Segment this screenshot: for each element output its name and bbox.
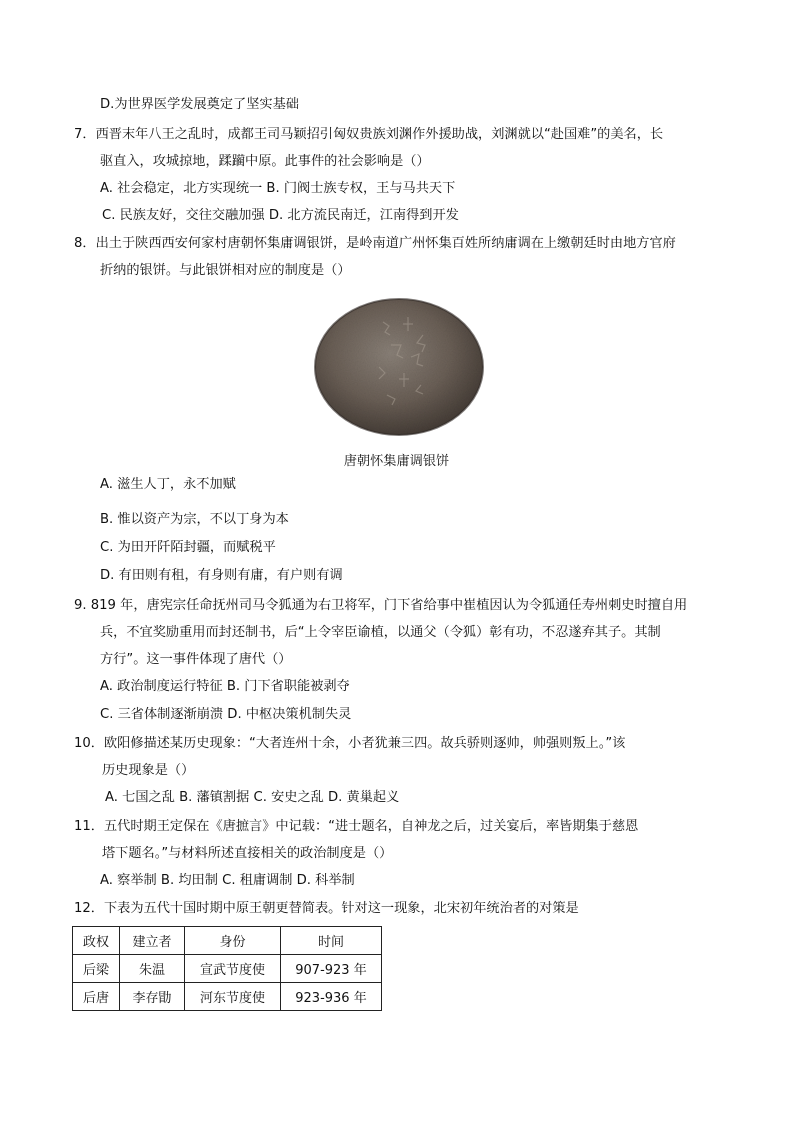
table-row bbox=[73, 983, 382, 1011]
table-cell: 宣武节度使 bbox=[185, 955, 281, 983]
q11-options: A. 察举制 B. 均田制 C. 租庸调制 D. 科举制 bbox=[100, 873, 355, 888]
q9-options-cd: C. 三省体制逐渐崩溃 D. 中枢决策机制失灵 bbox=[100, 707, 352, 722]
table-cell: 907-923 年 bbox=[281, 955, 382, 983]
q7-stem-line-1: 7．西晋末年八王之乱时，成都王司马颖招引匈奴贵族刘渊作外援助战，刘渊就以“赴国难”的美名，长 bbox=[74, 127, 664, 142]
table-header-cell: 政权 bbox=[73, 927, 120, 955]
q8-option-c: C. 为田开阡陌封疆，而赋税平 bbox=[100, 540, 276, 555]
table-cell: 923-936 年 bbox=[281, 983, 382, 1011]
q10-options: A. 七国之乱 B. 藩镇割据 C. 安史之乱 D. 黄巢起义 bbox=[105, 790, 400, 805]
q8-stem-line-2: 折纳的银饼。与此银饼相对应的制度是（） bbox=[100, 263, 351, 278]
table-cell: 后梁 bbox=[73, 955, 120, 983]
q11-stem-line-1: 11．五代时期王定保在《唐摭言》中记载：“进士题名，自神龙之后，过关宴后，率皆期集于慈恩 bbox=[74, 819, 639, 834]
q7-options-cd: C. 民族友好，交往交融加强 D. 北方流民南迁，江南得到开发 bbox=[102, 208, 459, 223]
table-row bbox=[73, 955, 382, 983]
q9-stem-line-1: 9. 819 年，唐宪宗任命抚州司马令狐通为右卫将军，门下省给事中崔植因认为令狐通任寿州刺史时擅自用 bbox=[74, 598, 688, 613]
table-cell: 朱温 bbox=[120, 955, 185, 983]
table-header-cell: 建立者 bbox=[120, 927, 185, 955]
q8-option-a: A. 滋生人丁，永不加赋 bbox=[100, 477, 236, 492]
q11-stem-line-2: 塔下题名。”与材料所述直接相关的政治制度是（） bbox=[102, 846, 393, 861]
q6-option-d: D.为世界医学发展奠定了坚实基础 bbox=[100, 97, 299, 112]
q8-option-b: B. 惟以资产为宗，不以丁身为本 bbox=[100, 512, 289, 527]
table-cell: 后唐 bbox=[73, 983, 120, 1011]
q12-stem: 12．下表为五代十国时期中原王朝更替简表。针对这一现象，北宋初年统治者的对策是 bbox=[74, 901, 579, 916]
silver-cake-caption: 唐朝怀集庸调银饼 bbox=[343, 454, 450, 469]
q10-stem-line-1: 10．欧阳修描述某历史现象：“大者连州十余，小者犹兼三四。故兵骄则逐帅，帅强则叛上。”该 bbox=[74, 736, 626, 751]
table-cell: 河东节度使 bbox=[185, 983, 281, 1011]
q9-stem-line-2: 兵，不宜奖励重用而封还制书，后“上令宰臣谕植，以通父（令狐）彰有功，不忍遂弃其子。其制 bbox=[100, 625, 661, 640]
q7-stem-line-2: 驱直入，攻城掠地，蹂躏中原。此事件的社会影响是（） bbox=[100, 154, 430, 169]
q9-options-ab: A. 政治制度运行特征 B. 门下省职能被剥夺 bbox=[100, 679, 350, 694]
dynasty-table bbox=[72, 926, 382, 1011]
silver-cake-photo bbox=[313, 297, 485, 437]
silver-cake-image bbox=[313, 297, 485, 437]
table-header-row bbox=[73, 927, 382, 955]
table-header-cell: 身份 bbox=[185, 927, 281, 955]
q7-options-ab: A. 社会稳定，北方实现统一 B. 门阀士族专权，王与马共天下 bbox=[100, 181, 456, 196]
q8-option-d: D. 有田则有租，有身则有庸，有户则有调 bbox=[100, 568, 343, 583]
table-cell: 李存勖 bbox=[120, 983, 185, 1011]
table-header-cell: 时间 bbox=[281, 927, 382, 955]
q10-stem-line-2: 历史现象是（） bbox=[102, 763, 195, 778]
q8-stem-line-1: 8．出土于陕西西安何家村唐朝怀集庸调银饼，是岭南道广州怀集百姓所纳庸调在上缴朝廷时由地方官府 bbox=[74, 236, 676, 251]
q9-stem-line-3: 方行”。这一事件体现了唐代（） bbox=[100, 652, 292, 667]
